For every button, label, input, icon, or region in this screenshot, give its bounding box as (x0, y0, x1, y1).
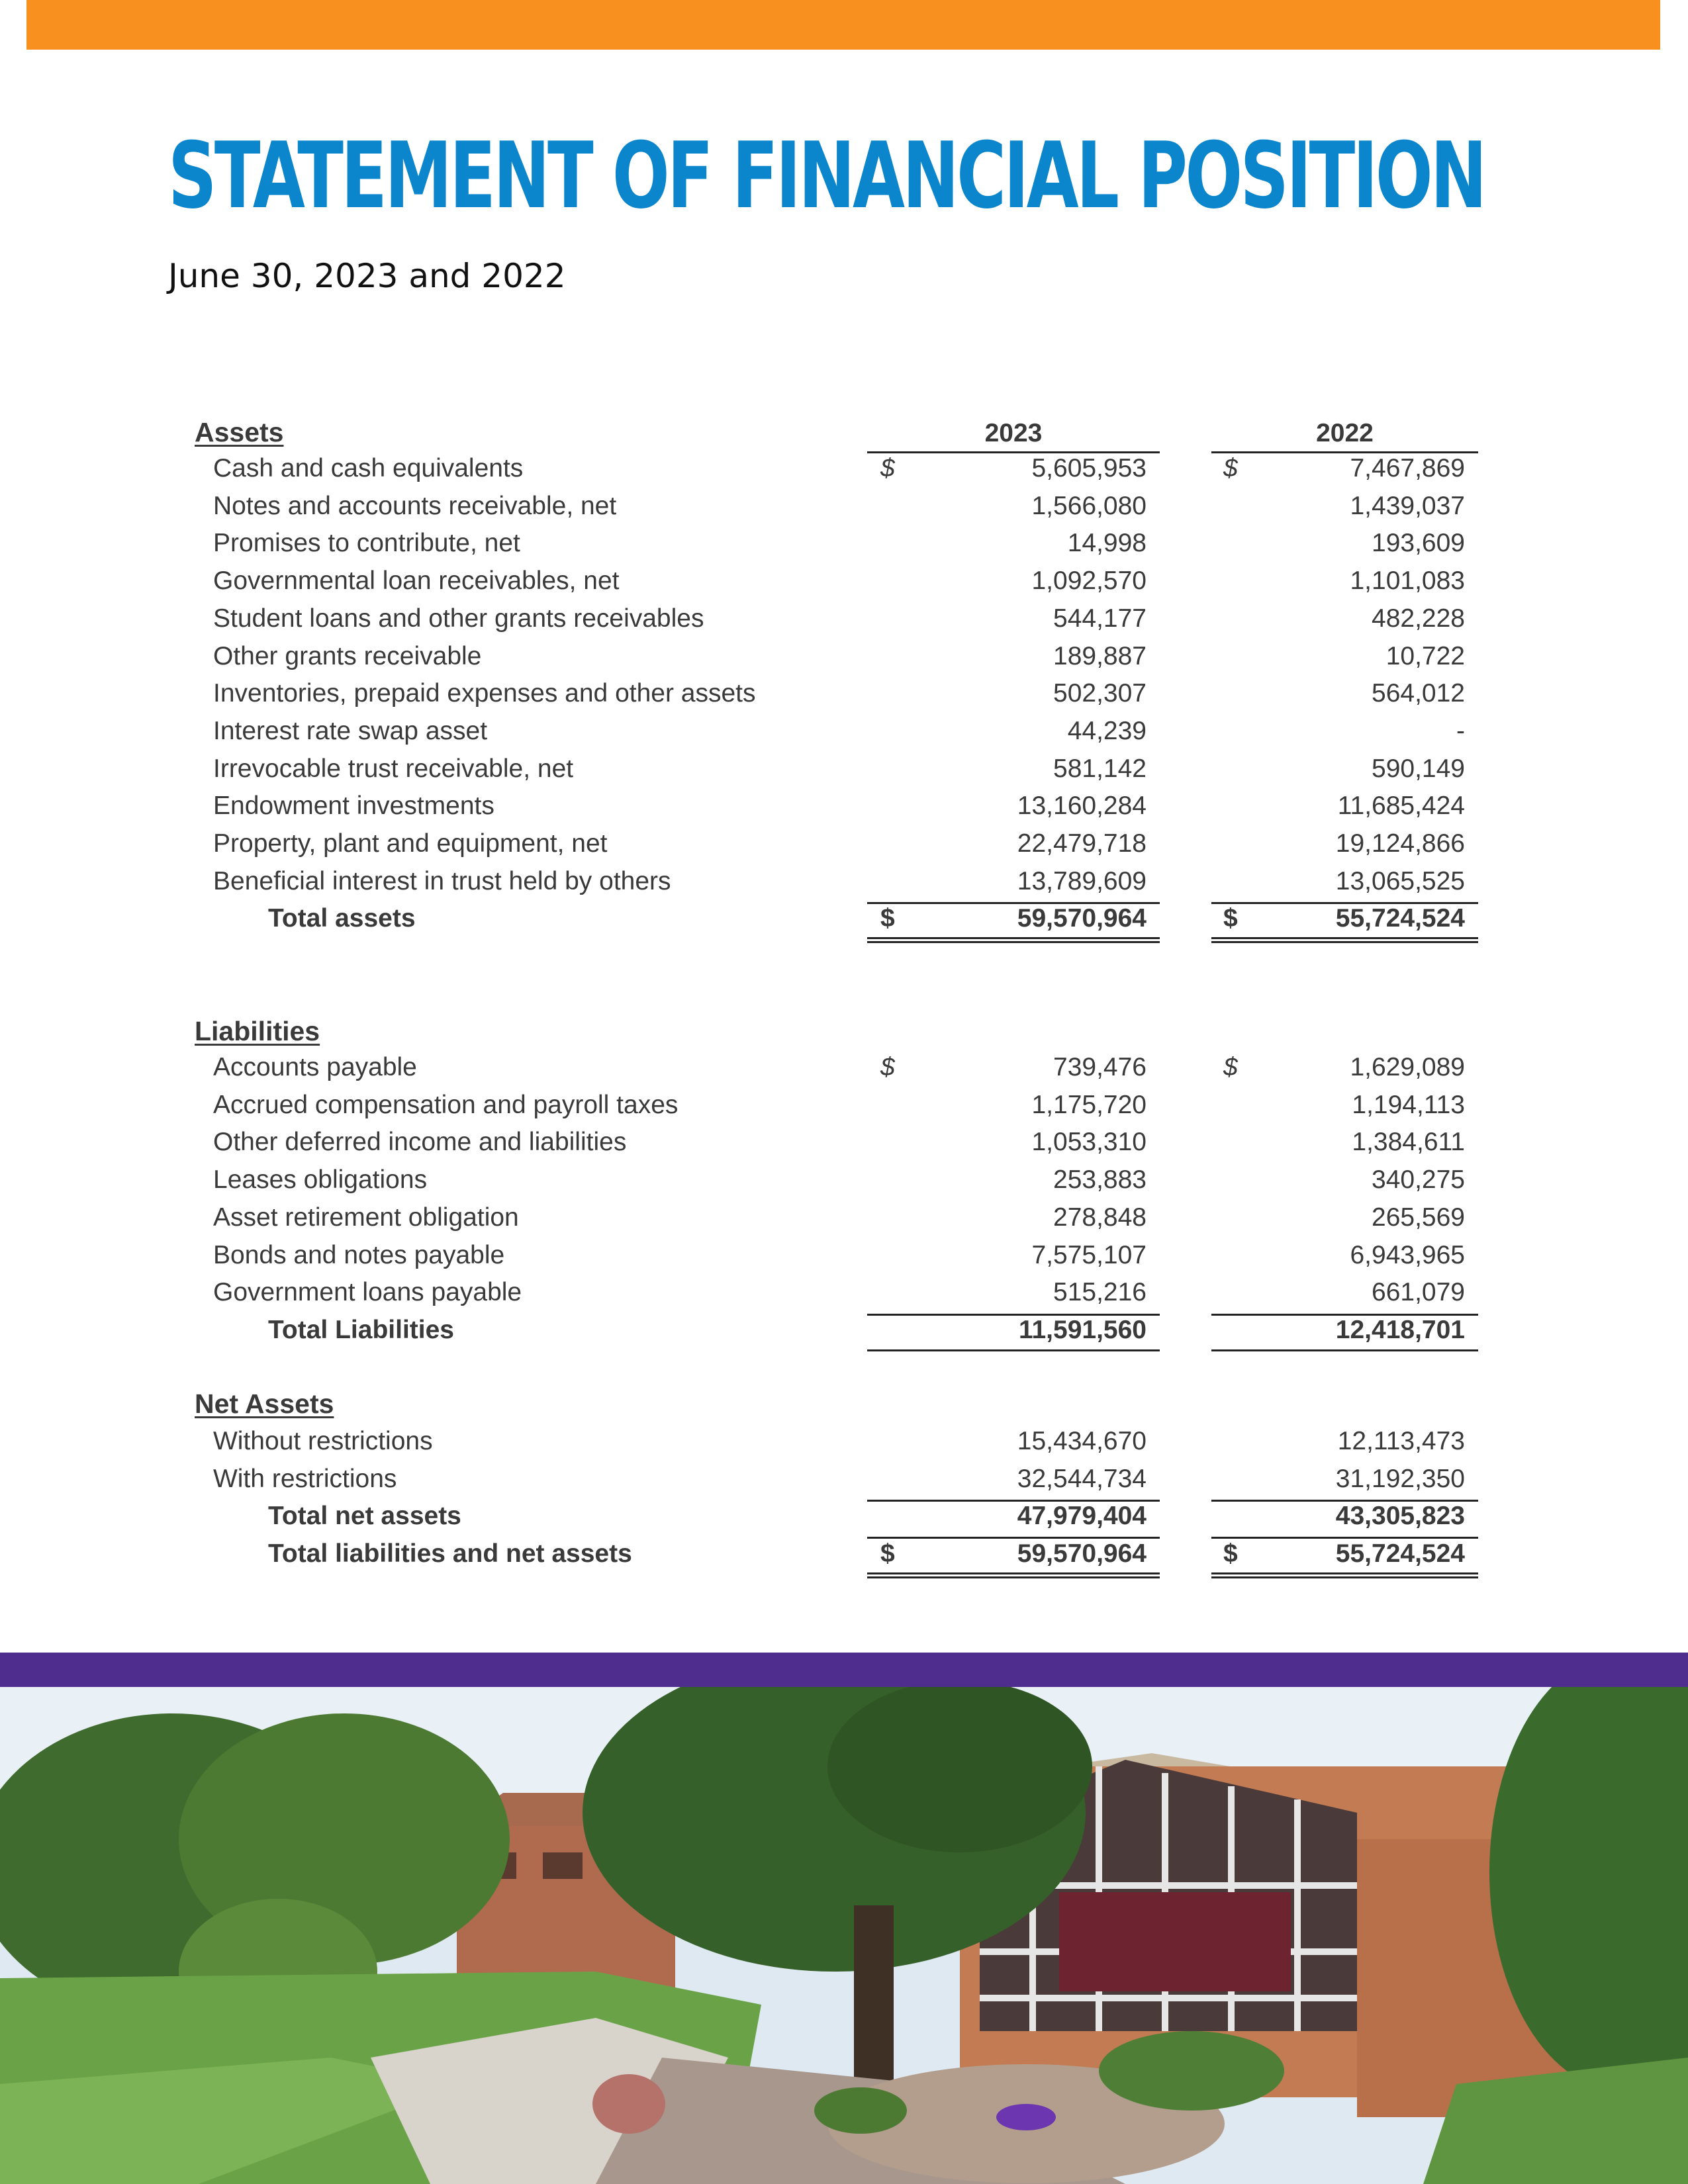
asset-value-2023: 581,142 (1053, 754, 1147, 783)
page-subtitle: June 30, 2023 and 2022 (168, 257, 566, 295)
asset-value-2022: 11,685,424 (1337, 792, 1465, 821)
asset-row-label: Other grants receivable (213, 641, 482, 670)
asset-value-2022: 1,439,037 (1350, 491, 1465, 520)
net-assets-heading: Net Assets (195, 1388, 334, 1419)
total-liabilities-2022: 12,418,701 (1335, 1315, 1465, 1344)
double-underline (1211, 1572, 1478, 1578)
net-asset-value-2022: 12,113,473 (1337, 1427, 1465, 1455)
asset-value-2023: 544,177 (1053, 604, 1147, 633)
double-underline (867, 937, 1160, 943)
liability-value-2022: 1,384,611 (1352, 1128, 1465, 1157)
net-asset-value-2022: 31,192,350 (1335, 1464, 1465, 1493)
liability-value-2023: 515,216 (1053, 1278, 1147, 1307)
liability-row-label: Other deferred income and liabilities (213, 1128, 627, 1157)
net-asset-value-2023: 32,544,734 (1017, 1464, 1147, 1493)
single-underline (867, 902, 1160, 904)
page-title: STATEMENT OF FINANCIAL POSITION (168, 122, 1485, 229)
asset-value-2023: 44,239 (1067, 716, 1147, 745)
liability-value-2023: 278,848 (1053, 1203, 1147, 1232)
liability-value-2022: 661,079 (1372, 1278, 1465, 1307)
asset-value-2022: 193,609 (1372, 529, 1465, 558)
asset-value-2022: 19,124,866 (1335, 829, 1465, 858)
liabilities-heading: Liabilities (195, 1016, 320, 1046)
asset-value-2022: 482,228 (1372, 604, 1465, 633)
liability-value-2022: 6,943,965 (1350, 1240, 1465, 1269)
grand-total-2023: 59,570,964 (1017, 1539, 1147, 1569)
asset-row-label: Beneficial interest in trust held by others (213, 866, 671, 895)
total-net-assets-2023: 47,979,404 (1017, 1502, 1147, 1531)
asset-row-label: Inventories, prepaid expenses and other assets (213, 679, 756, 708)
liability-value-2023: 253,883 (1053, 1165, 1147, 1195)
asset-value-2022: 13,065,525 (1335, 866, 1465, 895)
asset-row-label: Cash and cash equivalents (213, 454, 524, 482)
asset-value-2023: 13,789,609 (1017, 866, 1147, 895)
asset-value-2022: - (1456, 716, 1465, 745)
double-underline (1211, 937, 1478, 943)
total-assets-label: Total assets (268, 904, 416, 933)
liability-row-label: Asset retirement obligation (213, 1203, 519, 1232)
liability-row-label: Government loans payable (213, 1278, 522, 1307)
asset-value-2023: 502,307 (1053, 679, 1147, 708)
liability-value-2022: 1,194,113 (1352, 1090, 1465, 1119)
asset-row-label: Governmental loan receivables, net (213, 567, 620, 596)
grand-total-2022: 55,724,524 (1335, 1539, 1465, 1569)
asset-row-label: Promises to contribute, net (213, 529, 520, 558)
asset-value-2023: 13,160,284 (1017, 792, 1147, 821)
total-liabilities-2023: 11,591,560 (1018, 1315, 1147, 1344)
net-asset-row-label: With restrictions (213, 1464, 397, 1493)
total-assets-2022: 55,724,524 (1335, 904, 1465, 933)
dollar-sign: $ (1223, 454, 1238, 482)
liability-row-label: Leases obligations (213, 1165, 428, 1195)
liability-value-2022: 1,629,089 (1350, 1053, 1465, 1081)
asset-value-2022: 1,101,083 (1350, 567, 1465, 596)
total-net-assets-2022: 43,305,823 (1335, 1502, 1465, 1531)
dollar-sign: $ (880, 904, 895, 933)
total-liabilities-label: Total Liabilities (268, 1315, 454, 1344)
net-asset-row-label: Without restrictions (213, 1427, 433, 1455)
asset-row-label: Interest rate swap asset (213, 716, 488, 745)
liability-value-2023: 1,053,310 (1031, 1128, 1147, 1157)
total-liabilities-net-assets-label: Total liabilities and net assets (268, 1539, 632, 1569)
asset-value-2023: 1,566,080 (1031, 491, 1147, 520)
purple-divider-band (0, 1653, 1688, 1687)
net-asset-value-2023: 15,434,670 (1017, 1427, 1147, 1455)
dollar-sign: $ (1223, 904, 1238, 933)
liability-value-2023: 7,575,107 (1031, 1240, 1147, 1269)
asset-value-2023: 5,605,953 (1031, 454, 1147, 482)
asset-row-label: Notes and accounts receivable, net (213, 491, 617, 520)
single-underline (867, 1349, 1160, 1351)
liability-row-label: Accrued compensation and payroll taxes (213, 1090, 679, 1119)
liability-row-label: Accounts payable (213, 1053, 417, 1081)
column-header-2022: 2022 (1316, 419, 1374, 447)
campus-photo (0, 1687, 1688, 2184)
total-net-assets-label: Total net assets (268, 1502, 461, 1531)
liability-value-2022: 265,569 (1372, 1203, 1465, 1232)
liability-value-2022: 340,275 (1372, 1165, 1465, 1195)
liability-value-2023: 1,175,720 (1031, 1090, 1147, 1119)
liability-row-label: Bonds and notes payable (213, 1240, 505, 1269)
column-header-2023: 2023 (984, 419, 1043, 447)
dollar-sign: $ (880, 454, 895, 482)
asset-row-label: Property, plant and equipment, net (213, 829, 608, 858)
total-assets-2023: 59,570,964 (1017, 904, 1147, 933)
asset-row-label: Endowment investments (213, 792, 494, 821)
asset-row-label: Student loans and other grants receivables (213, 604, 704, 633)
dollar-sign: $ (880, 1539, 895, 1569)
single-underline (1211, 1349, 1478, 1351)
dollar-sign: $ (880, 1053, 895, 1081)
asset-value-2022: 7,467,869 (1350, 454, 1465, 482)
liability-value-2023: 739,476 (1053, 1053, 1147, 1081)
assets-heading: Assets (195, 417, 284, 447)
asset-value-2022: 10,722 (1385, 641, 1465, 670)
dollar-sign: $ (1223, 1539, 1238, 1569)
dollar-sign: $ (1223, 1053, 1238, 1081)
asset-value-2022: 590,149 (1372, 754, 1465, 783)
asset-value-2023: 22,479,718 (1017, 829, 1147, 858)
asset-value-2023: 1,092,570 (1031, 567, 1147, 596)
asset-row-label: Irrevocable trust receivable, net (213, 754, 574, 783)
single-underline (1211, 902, 1478, 904)
double-underline (867, 1572, 1160, 1578)
asset-value-2023: 14,998 (1067, 529, 1147, 558)
asset-value-2023: 189,887 (1053, 641, 1147, 670)
asset-value-2022: 564,012 (1372, 679, 1465, 708)
